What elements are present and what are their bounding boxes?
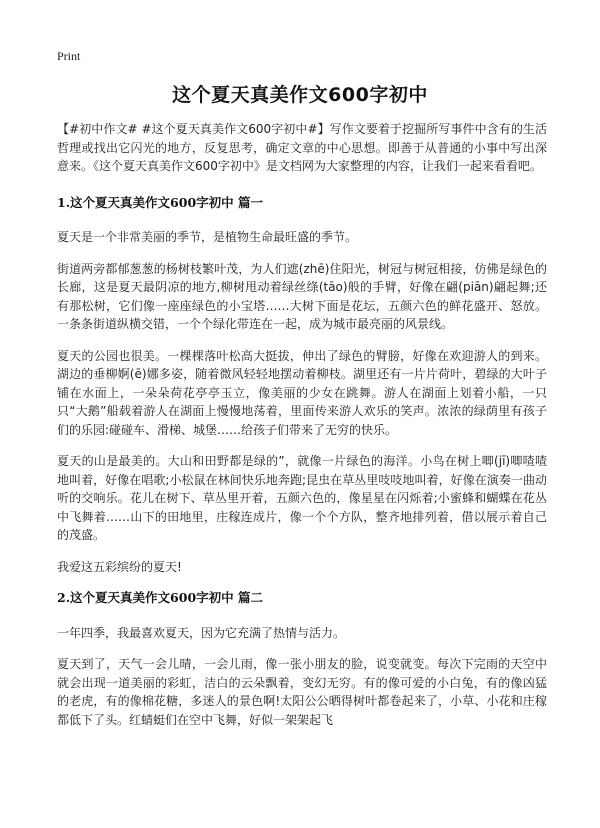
paragraph: 我爱这五彩缤纷的夏天! — [57, 559, 182, 574]
paragraph: 一年四季，我最喜欢夏天，因为它充满了热情与活力。 — [57, 625, 346, 640]
paragraph: 夏天的山是最美的。大山和田野都是绿的”，就像一片绿色的海洋。小鸟在树上唧(jī)唧喳喳地叫着，好像在唱歌;小松鼠在林间快乐地奔跑;昆虫在草丛里吱吱地叫着，好像在演奏一曲动听的交响乐。花儿在树下、草丛里开着，五颜六色的，像星星在闪烁着;小蜜蜂和蝴蝶在花丛中飞舞着……山下的田地里，庄稼连成片，像一个个方队，整齐地排列着，借以展示着自己的茂盛。 — [57, 454, 547, 542]
intro-paragraph: 【#初中作文# #这个夏天真美作文600字初中#】写作文要着于挖掘所写事件中含有的生活哲理或找出它闪光的地方，反复思考，确定文章的中心思想。即善于从普通的小事中写出深意来。《这个夏天真美作文600字初中》是文档网为大家整理的内容，让我们一起来看看吧。 — [57, 122, 547, 173]
paragraph: 街道两旁都郁葱葱的杨树枝繁叶茂，为人们遮(zhē)住阳光，树冠与树冠相接，仿佛是绿色的长廊，这是夏天最阴凉的地方,柳树甩动着绿丝绦(tāo)般的手臂，好像在翩(piān)翩起舞;还有那松树，它们像一座座绿色的小宝塔……大树下面是花坛，五颜六色的鲜花盛开、怒放。一条条街道纵横交错，一个个绿化带连在一起，成为城市最亮丽的风景线。 — [57, 261, 547, 331]
paragraph: 夏天的公园也很美。一棵棵落叶松高大挺拔，伸出了绿色的臂膀，好像在欢迎游人的到来。湖边的垂柳婀(ē)娜多姿，随着微风轻轻地摆动着柳枝。湖里还有一片片荷叶，碧绿的大叶子铺在水面上，一朵朵荷花亭亭玉立，像美丽的少女在跳舞。游人在湖面上划着小船，一只只“大鹅”船载着游人在湖面上慢慢地荡着，里面传来游人欢乐的笑声。浓浓的绿荫里有孩子们的乐园:碰碰车、滑梯、城堡……给孩子们带来了无穷的快乐。 — [57, 348, 547, 437]
article-body — [57, 120, 547, 742]
paragraph: 夏天到了，天气一会儿晴，一会儿雨，像一张小朋友的脸，说变就变。每次下完雨的天空中就会出现一道美丽的彩虹，洁白的云朵飘着，变幻无穷。有的像可爱的小白兔，有的像凶猛的老虎，有的像棉花糖，多迷人的景色啊!太阳公公晒得树叶都卷起来了，小草、小花和庄稼都低下了头。红蜻蜓们在空中飞舞，好似一架架起飞 — [57, 657, 547, 727]
print-link[interactable]: Print — [57, 49, 81, 63]
section-heading-2: 2.这个夏天真美作文600字初中 篇二 — [57, 590, 263, 605]
section-heading-1: 1.这个夏天真美作文600字初中 篇一 — [57, 194, 263, 210]
page-title: 这个夏天真美作文600字初中 — [172, 84, 428, 106]
paragraph: 夏天是一个非常美丽的季节，是植物生命最旺盛的季节。 — [57, 230, 358, 244]
